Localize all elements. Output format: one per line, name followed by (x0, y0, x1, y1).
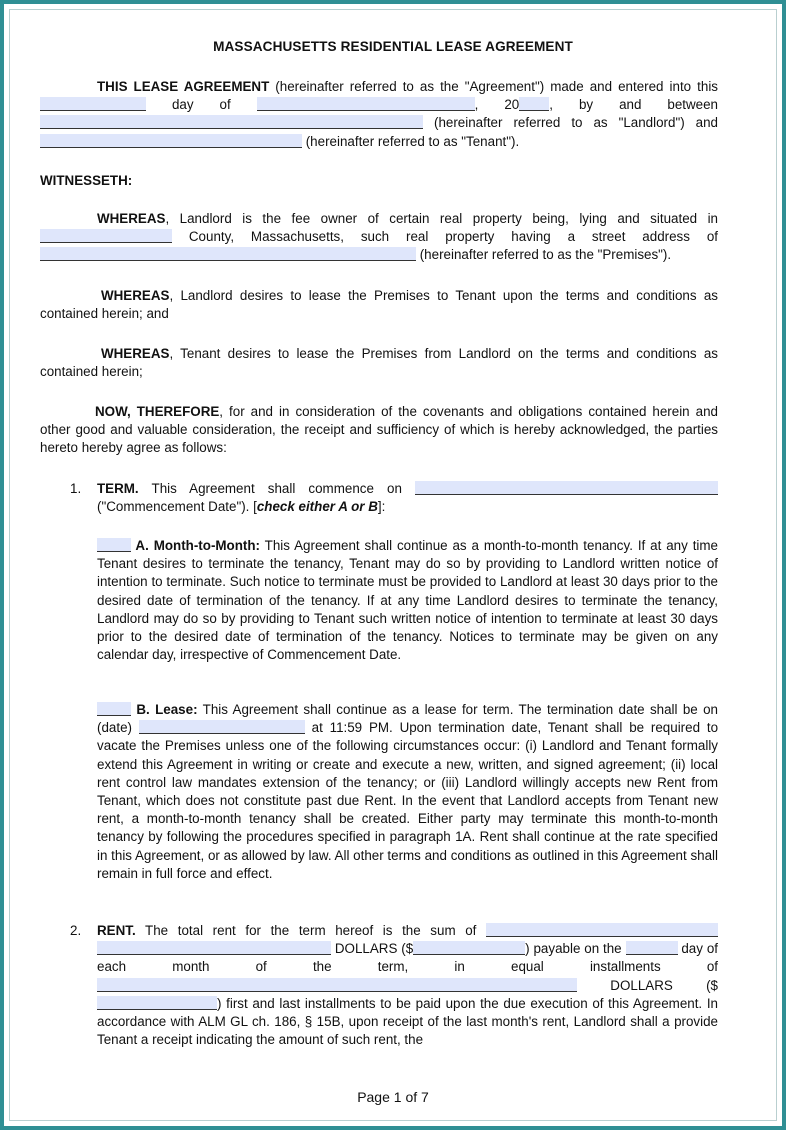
rent-text-5: DOLLARS ($ (577, 977, 718, 993)
now-therefore-text: , for and in consideration of the covenants and obligations contained herein and other good and valuable consideration, the receipt and sufficiency of which is hereby acknowledged, the parties hereto hereby agree as follows: (40, 404, 718, 456)
whereas-paragraph-2 (40, 287, 718, 323)
now-therefore-paragraph (40, 403, 718, 458)
commencement-date-field[interactable] (415, 481, 718, 495)
intro-text-3: , 20 (474, 97, 520, 113)
whereas-paragraph-1 (40, 210, 718, 265)
rent-paragraph (97, 922, 718, 1049)
intro-paragraph (40, 78, 718, 151)
option-b-text-1: This Agreement shall continue as a lease for term. The termination date shall be on (date) (97, 702, 718, 736)
whereas-3-text: , Tenant desires to lease the Premises from Landlord on the terms and conditions as contained herein; (40, 346, 718, 380)
now-therefore-lead: NOW, THEREFORE (95, 404, 220, 419)
day-field[interactable] (40, 97, 146, 111)
intro-text-6: (hereinafter referred to as "Tenant"). (302, 133, 520, 149)
option-b-text-2: at 11:59 PM. Upon termination date, Tenant shall be required to vacate the Premises unless one of the following circumstances occur: (i) Landlord and Tenant formally extend this Agreement in writing or create and execute a new, written, and signed agreement; (ii) local rent control law mandates extension of the tenancy; or (iii) Landlord willingly accepts new Rent from Tenant, which does not constitute past due Rent. In the event that Landlord accepts from Tenant new rent, a month-to-month tenancy shall be created. Either party may terminate this month-to-month tenancy by following the procedures specified in paragraph 1A. Rent shall continue at the rate specified in this Agreement, or as allowed by law. All other terms and conditions as outlined in this Agreement shall remain in full force and effect. (97, 720, 719, 881)
whereas-3-lead: WHEREAS (101, 346, 170, 361)
street-address-field[interactable] (40, 247, 416, 261)
installment-words-field[interactable] (97, 978, 577, 992)
document-title: MASSACHUSETTS RESIDENTIAL LEASE AGREEMENT (213, 39, 573, 54)
whereas-1-lead: WHEREAS (97, 211, 166, 226)
page-number: Page 1 of 7 (357, 1089, 429, 1105)
total-rent-words-field-continued[interactable] (97, 941, 331, 955)
county-field[interactable] (40, 229, 172, 243)
term-text-3: ]: (377, 499, 386, 515)
payment-day-field[interactable] (626, 941, 678, 955)
termination-date-field[interactable] (139, 720, 305, 734)
term-instruction: check either A or B (256, 499, 378, 515)
term-text-1: This Agreement shall commence on (138, 481, 415, 496)
intro-text-1: (hereinafter referred to as the "Agreement") made and entered into this (269, 79, 718, 94)
option-a-checkbox-field[interactable] (97, 538, 131, 552)
option-a-lead: A. Month-to-Month: (131, 538, 261, 553)
whereas-2-text: , Landlord desires to lease the Premises to Tenant upon the terms and conditions as contained herein; and (40, 288, 718, 322)
option-b-lead: B. Lease: (131, 702, 198, 717)
rent-text-3: ) payable on the (525, 941, 626, 957)
term-lead: TERM. (97, 481, 139, 496)
term-text-2: ("Commencement Date"). [ (97, 499, 257, 515)
whereas-paragraph-3 (40, 345, 718, 381)
term-number: 1. (70, 481, 82, 496)
year-field[interactable] (519, 97, 549, 111)
rent-text-1: The total rent for the term hereof is the sum of (135, 923, 486, 938)
option-b-checkbox-field[interactable] (97, 702, 131, 716)
landlord-name-field[interactable] (40, 115, 423, 129)
rent-text-6: ) first and last installments to be paid upon the due execution of this Agreement. In accordance with ALM GL ch. 186, § 15B, upon receipt of the last month's rent, Landlord shall a provide Tenant a receipt indicating the amount of such rent, the (97, 995, 718, 1048)
rent-text-4: day of each month of the term, in equal installments of (97, 941, 718, 975)
option-a-text: This Agreement shall continue as a month-to-month tenancy. If at any time Tenant desires to terminate the tenancy, Tenant may do so by providing to Landlord written notice of intention to terminate. Such notice to terminate must be provided to Landlord at least 30 days prior to the desired date of termination of the tenancy. If at any time Landlord desires to terminate the tenancy, Landlord may do so by providing to Tenant such written notice of intention to terminate at least 30 days prior to the desired date of termination of the tenancy. Notices to terminate may be given on any calendar day, irrespective of Commencement Date. (97, 538, 719, 663)
witnesseth-heading (40, 172, 132, 190)
month-field[interactable] (257, 97, 475, 111)
option-a-paragraph (97, 537, 718, 664)
intro-text-5: (hereinafter referred to as "Landlord") and (423, 115, 718, 131)
whereas-1-text-1: , Landlord is the fee owner of certain real property being, lying and situated in (165, 211, 718, 226)
rent-text-2: DOLLARS ($ (331, 941, 414, 957)
tenant-name-field[interactable] (40, 134, 302, 148)
rent-number: 2. (70, 923, 82, 938)
installment-amount-field[interactable] (97, 996, 217, 1010)
term-paragraph (97, 480, 718, 516)
total-rent-words-field[interactable] (486, 923, 718, 937)
intro-lead: THIS LEASE AGREEMENT (97, 79, 270, 94)
witnesseth-text: WITNESSETH: (40, 173, 133, 188)
whereas-1-text-2: County, Massachusetts, such real property having a street address of (172, 229, 718, 245)
option-b-paragraph (97, 701, 718, 883)
whereas-1-text-3: (hereinafter referred to as the "Premises"). (416, 247, 672, 263)
whereas-2-lead: WHEREAS (101, 288, 170, 303)
rent-lead: RENT. (97, 923, 136, 938)
intro-text-4: , by and between (549, 97, 719, 113)
total-rent-amount-field[interactable] (413, 941, 525, 955)
intro-text-2: day of (146, 97, 257, 113)
